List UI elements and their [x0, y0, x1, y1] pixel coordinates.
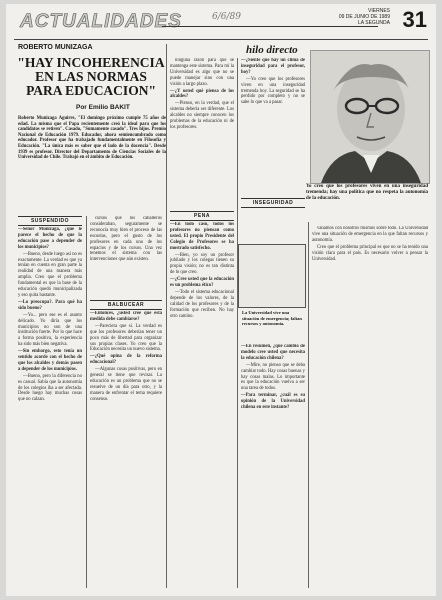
inset-box	[238, 244, 306, 308]
column-4a	[241, 58, 305, 240]
issue-date	[339, 8, 390, 26]
paragraph: cursos que los caballeros consideraban, seguramente se reconocía muy bien el proceso de las escuelas, pero el gusto de los profesores en cada uno de los espacios y de los cursos. Una vez tenemos el sistema con las intervenciones que aún existen.	[90, 216, 162, 263]
column-rule	[308, 222, 309, 588]
paragraph: —Pienso, en la verdad, que el sistema debería ser diferente. Los alcaldes no siempre conocen los problemas de la educación ni de los profesores.	[170, 101, 234, 130]
interview-question: —¿Qué opina de la reforma educacional?	[90, 354, 162, 366]
paragraph: —Bueno, desde luego así no es exactamente. La verdad es que ya tenían en cuenta en gran parte la realidad de una manera más amplia. Creo que el problema fundamental es que la base de la educación quedó municipalizada y eso quita bastante.	[18, 251, 82, 298]
header-divider	[14, 39, 428, 40]
column-rule	[237, 58, 238, 588]
subhead-suspendido: SUSPENDIDO	[18, 216, 82, 226]
column-5	[312, 226, 428, 588]
portrait-photo	[310, 50, 430, 184]
interview-question: —Señor Munizaga, ¿qué le parece el hecho de que la educación pase a depender de los municipios?	[18, 227, 82, 250]
column-1	[18, 227, 82, 587]
column-rule	[166, 44, 167, 588]
interview-question: —¿Cree usted que la educación es un problema ético?	[170, 277, 234, 289]
article-lead: Roberto Munizaga Aguirre, "El domingo próximo cumple 75 años de edad. La misma que el Papa recientemente creó la ideal para que los candidatos se retiren". Casado, "Sumamente casado". Tres hijos. Premio Nacional de Educación 1979. Educador, ahora semiencumbrado como educador. Profesor que ha trabajado fundamentalmente en Filosofía y Educación. "La única más es saber que el lado de la docencia". Desde 1939 es profesor. Director del Departamento de Ciencias Sociales de la Universidad de Chile. Trabajó en el ámbito de Educación.	[18, 116, 166, 161]
date-line: LA SEGUNDA	[358, 20, 390, 26]
subhead-balbucear: BALBUCEAR	[90, 300, 162, 310]
page-number: 31	[402, 7, 427, 32]
paragraph: —Bueno, pero la diferencia no es casual. Sabía que la autonomía de los colegios iba a ser afectada. Desde luego hay muchas cosas que no calzan.	[18, 373, 82, 403]
interview-question: —Entonces, ¿usted cree que esta medida debe cambiarse?	[90, 311, 162, 322]
subhead-pena: PENA	[170, 211, 234, 221]
interview-question: —Sin embargo, esto tenía un sentido acorde con el hecho de que los alcaldes y demás pasen a depender de los municipios.	[18, 349, 82, 372]
interview-question: —Lo preocupa?. Para qué ha sido bueno?	[18, 299, 82, 311]
column-2a	[90, 216, 162, 296]
column-2b	[90, 311, 162, 587]
column-3b	[170, 222, 234, 588]
paragraph: —Pareciera que sí. La verdad es que los profesores deberían tener un poco más de libertad para organizar sus propias clases. Yo creo que la Educación necesita un nuevo sistema.	[90, 323, 162, 353]
interview-question: —En todo caso, todos los profesores no piensan como usted. El propio Presidente del Colegio de Profesores se ha mostrado satisfecho.	[170, 222, 234, 251]
date-line: 09 DE JUNIO DE 1989	[338, 14, 390, 20]
article-byline: Por Emilio BAKIT	[76, 104, 130, 111]
masthead	[12, 9, 430, 39]
column-3a	[170, 58, 234, 208]
section-title: ACTUALIDADES	[20, 11, 182, 32]
interview-question: —Para terminar, ¿cuál es su opinión de la Universidad chilena en este instante?	[241, 393, 305, 411]
column-4b	[241, 344, 305, 588]
paragraph: —Bien, yo soy un profesor jubilado y los colegas tienen su propia visión; no es tan distinta de lo que creo.	[170, 252, 234, 276]
subhead-inseguridad: INSEGURIDAD	[241, 198, 305, 208]
paragraph: vanamos con nosotros mismos sobre todo. La Universidad vive una situación de emergencia en la que faltan recursos y autonomía.	[312, 226, 428, 243]
paragraph: —Algunas cosas positivas, pero en general se tiene que revisar. La educación es un problema que no se resuelve de un día para otro, y la manera de enfrentar el tema requiere consenso.	[90, 367, 162, 402]
interview-question: —¿Siente que hay un clima de inseguridad para el profesor, hoy?	[241, 58, 305, 75]
paragraph: —Mire, no pienso que se deba cambiar todo. Hay cosas buenas y hay cosas malas. Lo importante es que la educación vuelva a ser una tarea de todos.	[241, 362, 305, 392]
paragraph: —Todo el sistema educacional depende de los valores, de la calidad de los profesores y de la formación que reciben. No hay otro camino.	[170, 289, 234, 319]
portrait-illustration	[311, 51, 429, 183]
paragraph: ninguna razón para que se mantenga este sistema. Para mí la Universidad es algo que no se puede manejar sino con una visión a largo plazo.	[170, 58, 234, 87]
interviewee-name: ROBERTO MUNIZAGA	[18, 44, 93, 51]
handwritten-date: 6/6/89	[212, 12, 241, 22]
section-tagline: hilo directo	[246, 44, 298, 56]
pull-quote: Yo creo que los profesores viven en una inseguridad tremenda; hay una política que no respeta la autonomía de la educación.	[306, 184, 428, 201]
paragraph: —Yo... pero ese es el asunto delicado. Yo diría que los municipios no son de una institución fuerte. Por lo que hace a forma positiva, la experiencia ha sido más bien negativa.	[18, 312, 82, 348]
newspaper-page	[6, 4, 436, 596]
column-rule	[86, 216, 87, 588]
interview-question: —En resumen, ¿qué cambio de modelo cree usted que necesita la educación chilena?	[241, 344, 305, 361]
paragraph: —Yo creo que los profesores viven en una inseguridad tremenda hoy. La seguridad se ha perdido por completo y no se sabe lo que va a pasar.	[241, 76, 305, 106]
article-headline: "HAY INCOHERENCIA EN LAS NORMAS PARA EDUCACION"	[17, 55, 165, 98]
interview-question: —¿Y usted qué piensa de los alcaldes?	[170, 88, 234, 100]
paragraph: Creo que el problema principal es que no se ha tenido una visión clara para el país. Es necesario volver a pensar la Universidad.	[312, 244, 428, 262]
inset-caption: La Universidad vive una situación de emergencia; faltan recursos y autonomía.	[242, 310, 302, 326]
masthead-rule	[162, 26, 378, 27]
date-line: VIERNES	[368, 8, 390, 14]
